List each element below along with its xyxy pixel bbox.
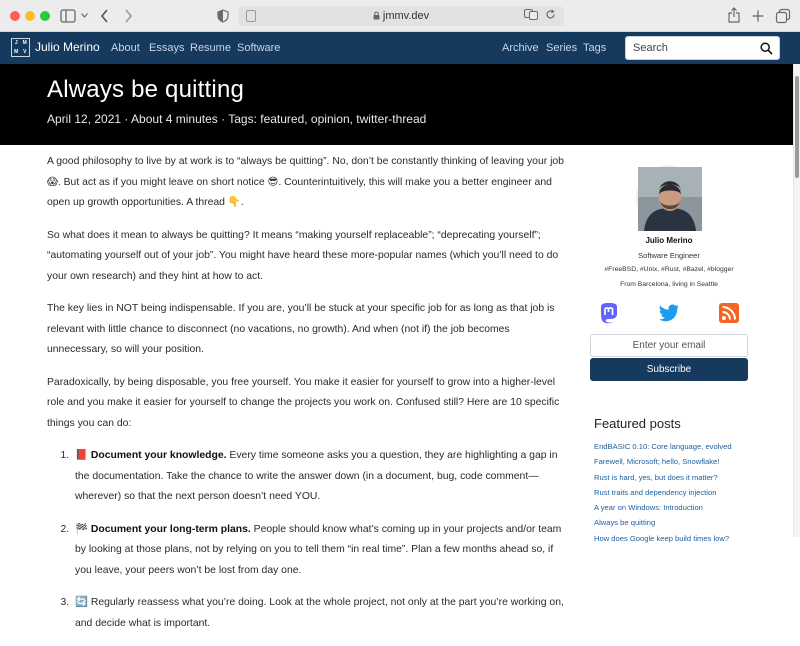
avatar xyxy=(636,165,700,229)
share-icon[interactable] xyxy=(728,7,740,23)
featured-post-link[interactable]: A year on Windows: Introduction xyxy=(594,503,703,513)
translate-icon[interactable] xyxy=(524,9,538,20)
search-icon[interactable] xyxy=(760,42,773,55)
twitter-icon[interactable] xyxy=(658,302,680,324)
list-item-text: People should know what’s coming up in your projects and/or team by looking at those plans, not by relying on you to tell them “in real time”. Plan a few months ahead so, if you leave, your peers won’t be lost from day one. xyxy=(75,523,562,576)
list-item xyxy=(72,593,567,634)
list-item-title: Document your long-term plans. xyxy=(90,523,251,535)
chevron-down-icon[interactable] xyxy=(81,13,88,18)
list-item-title: Document your knowledge. xyxy=(90,450,227,461)
featured-post-link[interactable]: Rust traits and dependency injection xyxy=(594,487,717,497)
nav-link-tags[interactable]: Tags xyxy=(583,42,607,54)
email-field[interactable] xyxy=(591,335,747,356)
article-paragraph: A good philosophy to live by at work is to “always be quitting”. No, don’t be constantly thinking of leaving your job 😱. But act as if you might leave on short notice 😎. Counterintuitively, this will make you a better engineer and open up growth opportunities. A thread 👇. xyxy=(47,156,564,208)
maximize-window-button[interactable] xyxy=(40,11,50,21)
book-emoji: 📕 xyxy=(75,450,88,461)
article-paragraph: The key lies in NOT being indispensable. If you are, you’ll be stuck at your specific job for as long as that job is relevant with little chance to disconnect (no vacations, no growth). And when (not if) the job becomes unnecessary, so will your position. xyxy=(47,303,555,355)
flag-emoji: 🏁 xyxy=(75,523,88,535)
lock-icon xyxy=(373,11,380,20)
author-name: Julio Merino xyxy=(645,236,693,245)
nav-link-about[interactable]: About xyxy=(111,42,140,54)
author-role: Software Engineer xyxy=(638,251,700,260)
article-paragraph: Paradoxically, by being disposable, you free yourself. You make it easier for yourself to grow into a higher-level role and you make it easier for yourself to change the projects you work on. Confused still? Here are 10 specific things you can do: xyxy=(47,376,560,429)
site-navbar xyxy=(0,32,800,64)
cycle-emoji: 🔄 xyxy=(75,597,88,608)
tips-list xyxy=(72,446,567,634)
rss-icon[interactable] xyxy=(718,302,740,324)
subscribe-button[interactable]: Subscribe xyxy=(590,358,748,381)
browser-toolbar xyxy=(0,0,800,32)
address-bar[interactable] xyxy=(238,6,564,26)
featured-post-link[interactable]: Always be quitting xyxy=(594,518,656,528)
list-item-text: Every time someone asks you a question, they are highlighting a gap in the documentation. Take the chance to write the answer down (in a document, bug, code comment—wherever) so that the next person doesn’t need YOU. xyxy=(75,450,558,502)
featured-post-link[interactable]: How does Google keep build times low? xyxy=(594,533,730,543)
sidebar-icon[interactable] xyxy=(60,9,76,23)
featured-post-link[interactable]: Rust is hard, yes, but does it matter? xyxy=(594,472,718,482)
nav-link-resume[interactable]: Resume xyxy=(190,42,231,54)
search-box xyxy=(625,36,780,60)
nav-link-archive[interactable]: Archive xyxy=(502,42,539,54)
reload-icon[interactable] xyxy=(545,9,556,20)
scrollbar-thumb[interactable] xyxy=(795,76,799,178)
forward-icon[interactable] xyxy=(124,9,133,23)
shield-icon[interactable] xyxy=(217,9,229,23)
email-field-wrapper xyxy=(590,334,748,357)
mastodon-icon[interactable] xyxy=(598,302,620,324)
featured-post-link[interactable]: Farewell, Microsoft; hello, Snowflake! xyxy=(594,457,720,467)
nav-link-series[interactable]: Series xyxy=(546,42,578,54)
nav-link-essays[interactable]: Essays xyxy=(149,42,185,54)
author-tags: #FreeBSD, #Unix, #Rust, #Bazel, #blogger xyxy=(604,266,734,273)
article-body xyxy=(47,152,567,646)
close-window-button[interactable] xyxy=(10,11,20,21)
tabs-icon[interactable] xyxy=(776,9,790,23)
featured-posts-list xyxy=(594,439,732,546)
back-icon[interactable] xyxy=(100,9,109,23)
search-input[interactable] xyxy=(626,37,756,59)
post-header xyxy=(0,64,793,145)
featured-post-link[interactable]: EndBASIC 0.10: Core language, evolved xyxy=(594,442,732,451)
site-logo[interactable]: J M M V xyxy=(11,38,30,57)
post-title: Always be quitting xyxy=(47,76,245,103)
nav-link-software[interactable]: Software xyxy=(237,42,281,54)
author-location: From Barcelona, living in Seattle xyxy=(620,281,718,288)
list-item-text: Regularly reassess what you’re doing. Look at the whole project, not only at the part you’re working on, and decide what is important. xyxy=(75,597,564,629)
new-tab-icon[interactable] xyxy=(752,10,764,22)
list-item xyxy=(72,446,567,508)
minimize-window-button[interactable] xyxy=(25,11,35,21)
address-url[interactable]: jmmv.dev xyxy=(238,6,564,26)
list-item xyxy=(72,520,567,582)
featured-posts-heading: Featured posts xyxy=(594,416,681,431)
site-name[interactable]: Julio Merino xyxy=(35,40,100,54)
post-meta: April 12, 2021 · About 4 minutes · Tags: featured, opinion, twitter-thread xyxy=(47,112,427,126)
article-paragraph: So what does it mean to always be quitting? It means “making yourself replaceable”; “deprecating yourself”; “automating yourself out of your job”. You might have heard these more-popular names (which you’ll need to do your own research) and they hint at how to act. xyxy=(47,229,559,282)
